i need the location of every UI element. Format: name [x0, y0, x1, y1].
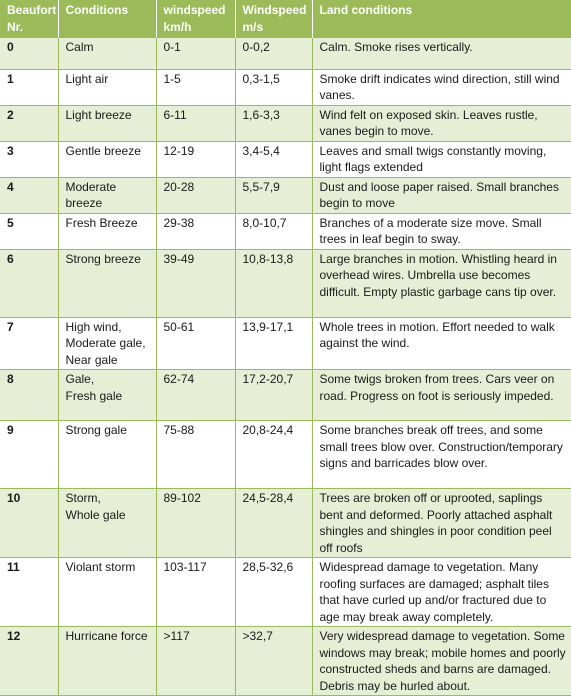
cell-beaufort-nr: 5 [0, 213, 58, 249]
cell-conditions: Strong gale [58, 421, 156, 489]
cell-windspeed-kmh: 62-74 [156, 370, 235, 421]
table-row [0, 213, 571, 249]
cell-beaufort-nr: 8 [0, 370, 58, 421]
cell-windspeed-ms: 0,3-1,5 [235, 69, 312, 105]
cell-land-conditions: Very widespread damage to vegetation. Some windows may break; mobile homes and poorly constructed sheds and barns are damaged. Debris may be hurled about. [312, 627, 571, 696]
cell-windspeed-ms: >32,7 [235, 627, 312, 696]
table-row [0, 177, 571, 213]
table-row [0, 38, 571, 69]
cell-land-conditions: Whole trees in motion. Effort needed to walk against the wind. [312, 317, 571, 370]
cell-conditions: Light air [58, 69, 156, 105]
header-conditions: Conditions [58, 0, 156, 38]
cell-windspeed-ms: 5,5-7,9 [235, 177, 312, 213]
cell-land-conditions: Leaves and small twigs constantly moving, light flags extended [312, 141, 571, 177]
cell-conditions: Light breeze [58, 105, 156, 141]
cell-beaufort-nr: 4 [0, 177, 58, 213]
cell-windspeed-kmh: 6-11 [156, 105, 235, 141]
cell-conditions: Gentle breeze [58, 141, 156, 177]
table-row [0, 105, 571, 141]
cell-land-conditions: Large branches in motion. Whistling heard in overhead wires. Umbrella use becomes difficult. Empty plastic garbage cans tip over. [312, 249, 571, 317]
cell-windspeed-ms: 3,4-5,4 [235, 141, 312, 177]
cell-conditions: Calm [58, 38, 156, 69]
cell-conditions: Violant storm [58, 558, 156, 627]
cell-windspeed-ms: 8,0-10,7 [235, 213, 312, 249]
cell-windspeed-ms: 13,9-17,1 [235, 317, 312, 370]
header-windspeed-kmh: windspeed km/h [156, 0, 235, 38]
cell-land-conditions: Smoke drift indicates wind direction, still wind vanes. [312, 69, 571, 105]
table-row [0, 421, 571, 489]
table-row [0, 558, 571, 627]
cell-windspeed-kmh: 50-61 [156, 317, 235, 370]
header-land-conditions: Land conditions [312, 0, 571, 38]
cell-land-conditions: Branches of a moderate size move. Small trees in leaf begin to sway. [312, 213, 571, 249]
cell-windspeed-kmh: 20-28 [156, 177, 235, 213]
table-row [0, 317, 571, 370]
cell-windspeed-ms: 0-0,2 [235, 38, 312, 69]
cell-windspeed-ms: 20,8-24,4 [235, 421, 312, 489]
table-row [0, 69, 571, 105]
table-row [0, 627, 571, 696]
cell-conditions: Moderate breeze [58, 177, 156, 213]
cell-windspeed-kmh: >117 [156, 627, 235, 696]
cell-conditions: Strong breeze [58, 249, 156, 317]
cell-land-conditions: Wind felt on exposed skin. Leaves rustle, vanes begin to move. [312, 105, 571, 141]
cell-conditions: Gale, Fresh gale [58, 370, 156, 421]
cell-windspeed-kmh: 103-117 [156, 558, 235, 627]
cell-beaufort-nr: 3 [0, 141, 58, 177]
cell-windspeed-ms: 1,6-3,3 [235, 105, 312, 141]
cell-windspeed-ms: 10,8-13,8 [235, 249, 312, 317]
cell-beaufort-nr: 9 [0, 421, 58, 489]
table-row [0, 249, 571, 317]
cell-windspeed-ms: 28,5-32,6 [235, 558, 312, 627]
cell-beaufort-nr: 10 [0, 489, 58, 558]
cell-conditions: Storm, Whole gale [58, 489, 156, 558]
cell-conditions: High wind, Moderate gale, Near gale [58, 317, 156, 370]
cell-windspeed-kmh: 89-102 [156, 489, 235, 558]
cell-land-conditions: Widespread damage to vegetation. Many roofing surfaces are damaged; asphalt tiles that have curled up and/or fractured due to age may break away completely. [312, 558, 571, 627]
cell-beaufort-nr: 0 [0, 38, 58, 69]
cell-beaufort-nr: 7 [0, 317, 58, 370]
table-row [0, 141, 571, 177]
cell-windspeed-kmh: 12-19 [156, 141, 235, 177]
cell-beaufort-nr: 6 [0, 249, 58, 317]
cell-beaufort-nr: 2 [0, 105, 58, 141]
table-row [0, 489, 571, 558]
table-row [0, 370, 571, 421]
cell-land-conditions: Dust and loose paper raised. Small branches begin to move [312, 177, 571, 213]
header-row [0, 0, 571, 38]
cell-beaufort-nr: 11 [0, 558, 58, 627]
cell-windspeed-kmh: 39-49 [156, 249, 235, 317]
cell-beaufort-nr: 12 [0, 627, 58, 696]
cell-land-conditions: Trees are broken off or uprooted, saplings bent and deformed. Poorly attached asphalt shingles and shingles in poor condition peel off roofs [312, 489, 571, 558]
cell-windspeed-kmh: 29-38 [156, 213, 235, 249]
cell-windspeed-kmh: 1-5 [156, 69, 235, 105]
cell-beaufort-nr: 1 [0, 69, 58, 105]
header-windspeed-ms: Windspeed m/s [235, 0, 312, 38]
header-beaufort-nr: Beaufort Nr. [0, 0, 58, 38]
cell-windspeed-kmh: 75-88 [156, 421, 235, 489]
cell-land-conditions: Some branches break off trees, and some small trees blow over. Construction/temporary signs and barricades blow over. [312, 421, 571, 489]
cell-windspeed-ms: 24,5-28,4 [235, 489, 312, 558]
cell-windspeed-kmh: 0-1 [156, 38, 235, 69]
cell-land-conditions: Some twigs broken from trees. Cars veer on road. Progress on foot is seriously impeded. [312, 370, 571, 421]
cell-windspeed-ms: 17,2-20,7 [235, 370, 312, 421]
cell-conditions: Fresh Breeze [58, 213, 156, 249]
cell-conditions: Hurricane force [58, 627, 156, 696]
cell-land-conditions: Calm. Smoke rises vertically. [312, 38, 571, 69]
